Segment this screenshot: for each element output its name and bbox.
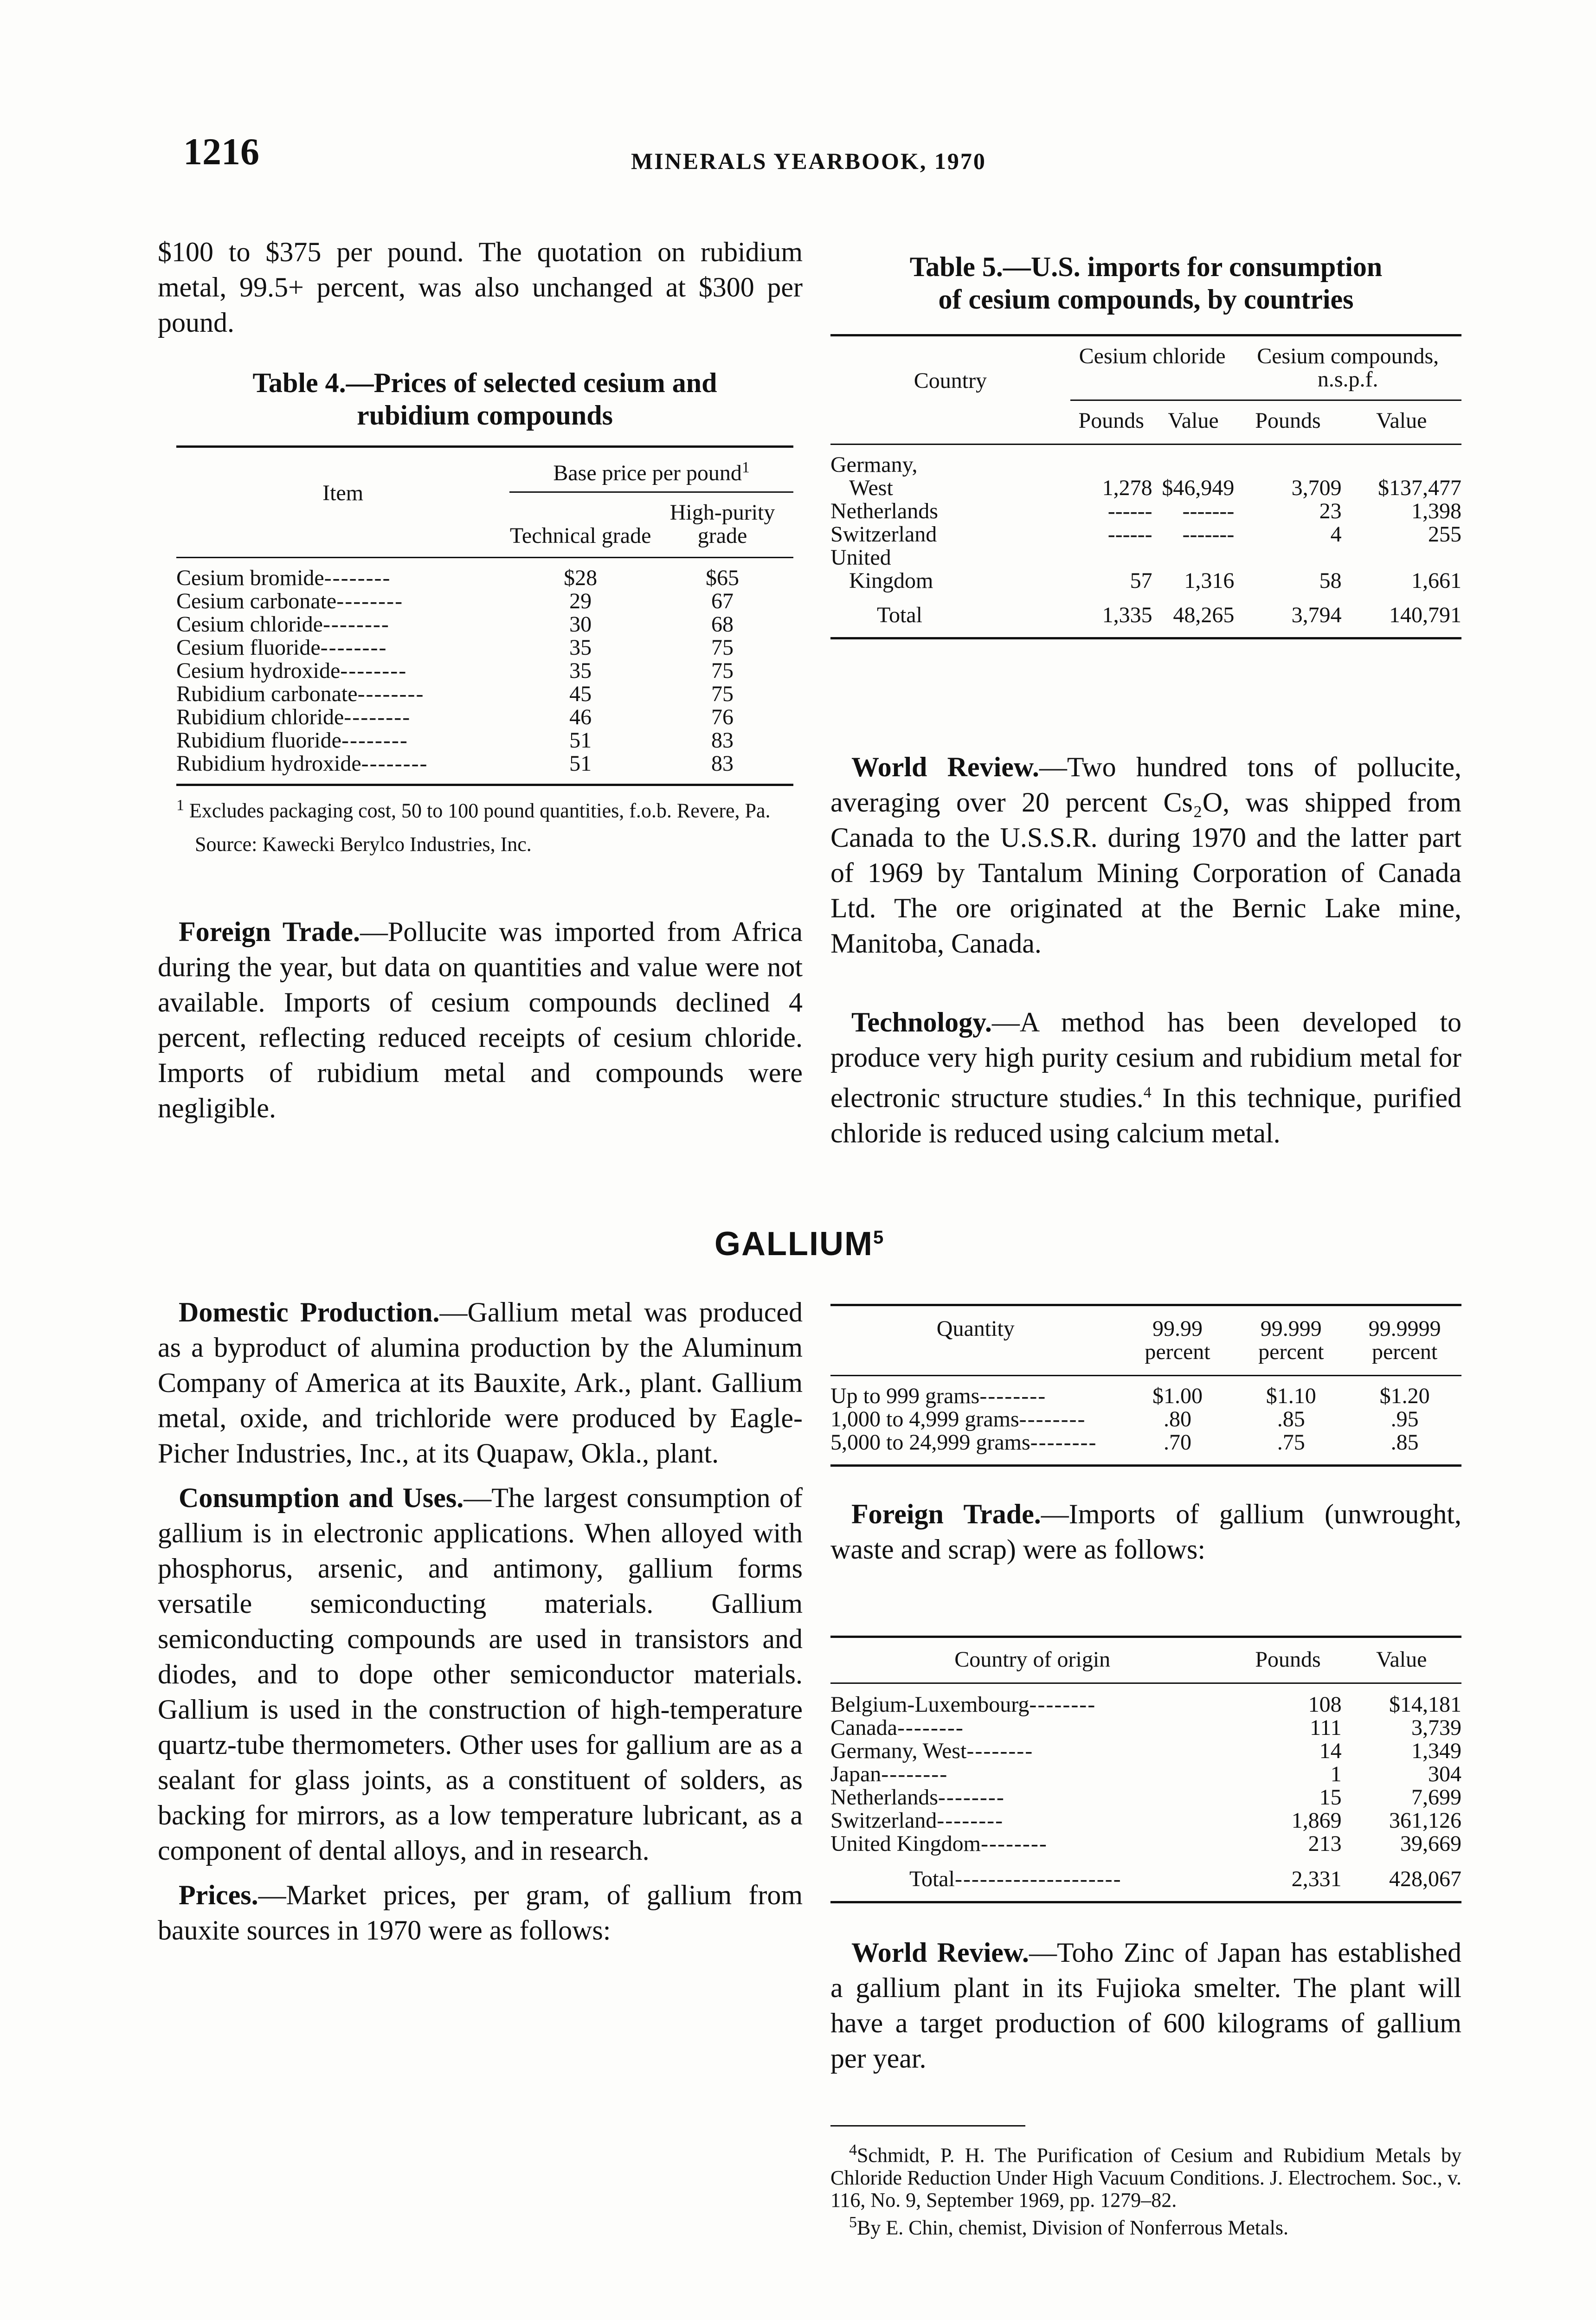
table-4-technical-header: Technical grade bbox=[509, 523, 651, 548]
table-5-row: Germany, West 1,278 $46,949 3,709 $137,477 bbox=[830, 452, 1461, 500]
cesium-technology: Technology.—A method has been developed to produce very high purity cesium and rubidium metal for electronic structure studies.$^4$ In this technique, purified chloride is reduced using calcium metal. bbox=[830, 1007, 1461, 1148]
table-5-row: Netherlands ------ ------- 23 1,398 bbox=[830, 499, 1461, 523]
import-row: Belgium-Luxembourg-------- 108 $14,181 bbox=[830, 1692, 1461, 1717]
table-5-caption: Table 5.—U.S. imports for consumption of cesium compounds, by countries bbox=[909, 251, 1383, 315]
table-4-source: Source: Kawecki Berylco Industries, Inc. bbox=[195, 832, 532, 856]
table-4 bbox=[176, 367, 793, 856]
table-4-row: Rubidium carbonate-------- 45 75 bbox=[176, 682, 734, 706]
table-4-item-header: Item bbox=[322, 480, 364, 505]
price-9999-header: 99.99 percent bbox=[1145, 1316, 1210, 1364]
price-99999-header: 99.999 percent bbox=[1258, 1316, 1324, 1364]
import-country-header: Country of origin bbox=[954, 1647, 1111, 1672]
table-4-footnote: $^1$ Excludes packaging cost, 50 to 100 pound quantities, f.o.b. Revere, Pa. bbox=[176, 797, 771, 822]
table-4-row: Rubidium hydroxide-------- 51 83 bbox=[176, 751, 734, 776]
import-row: Germany, West-------- 14 1,349 bbox=[830, 1739, 1461, 1763]
import-row: United Kingdom-------- 213 39,669 bbox=[830, 1831, 1461, 1856]
cesium-intro-paragraph: $100 to $375 per pound. The quotation on rubidium metal, 99.5+ percent, was also unchanged at $300 per pound. bbox=[158, 237, 803, 338]
table-4-high-purity-header: High-purity grade bbox=[669, 500, 775, 548]
table-5-grid bbox=[830, 334, 1461, 637]
table-5-total-row: Total 1,335 48,265 3,794 140,791 bbox=[877, 603, 1461, 627]
import-row: Switzerland-------- 1,869 361,126 bbox=[830, 1808, 1461, 1833]
gallium-foreign-trade: Foreign Trade.—Imports of gallium (unwrought, waste and scrap) were as follows: bbox=[830, 1499, 1461, 1565]
table-4-caption: Table 4.—Prices of selected cesium and rubidium compounds bbox=[252, 367, 717, 431]
price-row: 1,000 to 4,999 grams-------- .80 .85 .95 bbox=[830, 1407, 1419, 1431]
import-row: Japan-------- 1 304 bbox=[830, 1762, 1461, 1786]
import-row: Netherlands-------- 15 7,699 bbox=[830, 1785, 1461, 1810]
table-5 bbox=[830, 251, 1461, 639]
table-5-row: United Kingdom 57 1,316 58 1,661 bbox=[830, 545, 1461, 593]
cesium-foreign-trade: Foreign Trade.—Pollucite was imported from Africa during the year, but data on quantities and value were not available. Imports of cesium compounds declined 4 percent, reflecting reduced receipts of cesium chloride. Imports of rubidium metal and compounds were negligible. bbox=[158, 916, 803, 1123]
import-value-header: Value bbox=[1376, 1647, 1427, 1672]
table-4-grid bbox=[176, 445, 793, 775]
gallium-world-review: World Review.—Toho Zinc of Japan has established a gallium plant in its Fujioka smelter. The plant will have a target production of 600 kilograms of gallium per year. bbox=[830, 1937, 1461, 2074]
cesium-world-review: World Review.—Two hundred tons of pollucite, averaging over 20 percent Cs₂O, was shipped from Canada to the U.S.S.R. during 1970 and the latter part of 1969 by Tantalum Mining Corporation of Canada Ltd. The ore originated at the Bernic Lake mine, Manitoba, Canada. bbox=[830, 752, 1461, 959]
price-quantity-header: Quantity bbox=[936, 1316, 1015, 1341]
table-5-pounds-header-2: Pounds bbox=[1255, 408, 1321, 433]
table-5-value-header-1: Value bbox=[1152, 400, 1235, 445]
import-total-row: Total-------------------- 2,331 428,067 bbox=[909, 1867, 1461, 1891]
gallium-section-title: GALLIUM$^5$ bbox=[714, 1225, 885, 1263]
table-5-country-header: Country bbox=[914, 368, 987, 393]
gallium-import-grid bbox=[830, 1636, 1461, 1901]
import-pounds-header: Pounds bbox=[1255, 1647, 1321, 1672]
price-999999-header: 99.9999 percent bbox=[1368, 1316, 1441, 1364]
table-4-group-header: Base price per pound$^1$ bbox=[509, 447, 793, 492]
table-4-row: Rubidium fluoride-------- 51 83 bbox=[176, 728, 734, 753]
footnote-rule bbox=[830, 2125, 1025, 2127]
gallium-price-table bbox=[830, 1304, 1461, 1467]
price-row: Up to 999 grams-------- $1.00 $1.10 $1.20 bbox=[830, 1384, 1430, 1408]
gallium-price-grid bbox=[830, 1304, 1461, 1454]
gallium-left-column: Domestic Production.—Gallium metal was produced as a byproduct of alumina production by the Aluminum Company of America at its Bauxite, Ark., plant. Gallium metal, oxide, and trichloride were produced by Eagle-Picher Industries, Inc., at its Quapaw, Okla., plant. Consumption and Uses.—The largest consumption of gallium is in electronic applications. When alloyed with phosphorus, arsenic, and antimony, gallium forms versatile semiconducting materials. Gallium semiconducting compounds are used in transistors and diodes, and to dope other semiconductor materials. Gallium is used in the construction of high-temperature quartz-tube thermometers. Other uses for gallium are as a sealant for glass joints, as a constituent of solders, as backing for mirrors, as a low temperature lubricant, as a component of dental alloys, and in research. Prices.—Market prices, per gram, of gallium from bauxite sources in 1970 were as follows: bbox=[158, 1297, 803, 1946]
page-number: 1216 bbox=[183, 130, 259, 173]
footnote-4: $^4$Schmidt, P. H. The Purification of Cesium and Rubidium Metals by Chloride Reduction Under High Vacuum Conditions. J. Electrochem. Soc., v. 116, No. 9, September 1969, pp. 1279–82. bbox=[830, 2141, 1461, 2211]
price-row: 5,000 to 24,999 grams-------- .70 .75 .85 bbox=[830, 1430, 1419, 1455]
table-5-value-header-2: Value bbox=[1376, 408, 1427, 433]
table-4-row: Cesium chloride-------- 30 68 bbox=[176, 612, 734, 637]
table-4-row: Rubidium chloride-------- 46 76 bbox=[176, 705, 734, 729]
table-5-compounds-header: Cesium compounds, n.s.p.f. bbox=[1234, 335, 1461, 400]
table-4-row: Cesium carbonate-------- 29 67 bbox=[176, 589, 734, 613]
table-5-chloride-header: Cesium chloride bbox=[1079, 344, 1226, 368]
table-4-row: Cesium hydroxide-------- 35 75 bbox=[176, 658, 734, 683]
running-title: MINERALS YEARBOOK, 1970 bbox=[631, 148, 986, 174]
table-5-row: Switzerland ------ ------- 4 255 bbox=[830, 522, 1461, 547]
table-4-row: Cesium fluoride-------- 35 75 bbox=[176, 635, 734, 660]
table-5-pounds-header-1: Pounds bbox=[1070, 400, 1152, 445]
import-row: Canada-------- 111 3,739 bbox=[830, 1715, 1461, 1740]
footnotes bbox=[830, 2139, 1461, 2239]
gallium-import-table bbox=[830, 1636, 1461, 1903]
table-4-row: Cesium bromide-------- $28 $65 bbox=[176, 566, 740, 590]
footnote-5: $^5$By E. Chin, chemist, Division of Nonferrous Metals. bbox=[849, 2213, 1289, 2239]
